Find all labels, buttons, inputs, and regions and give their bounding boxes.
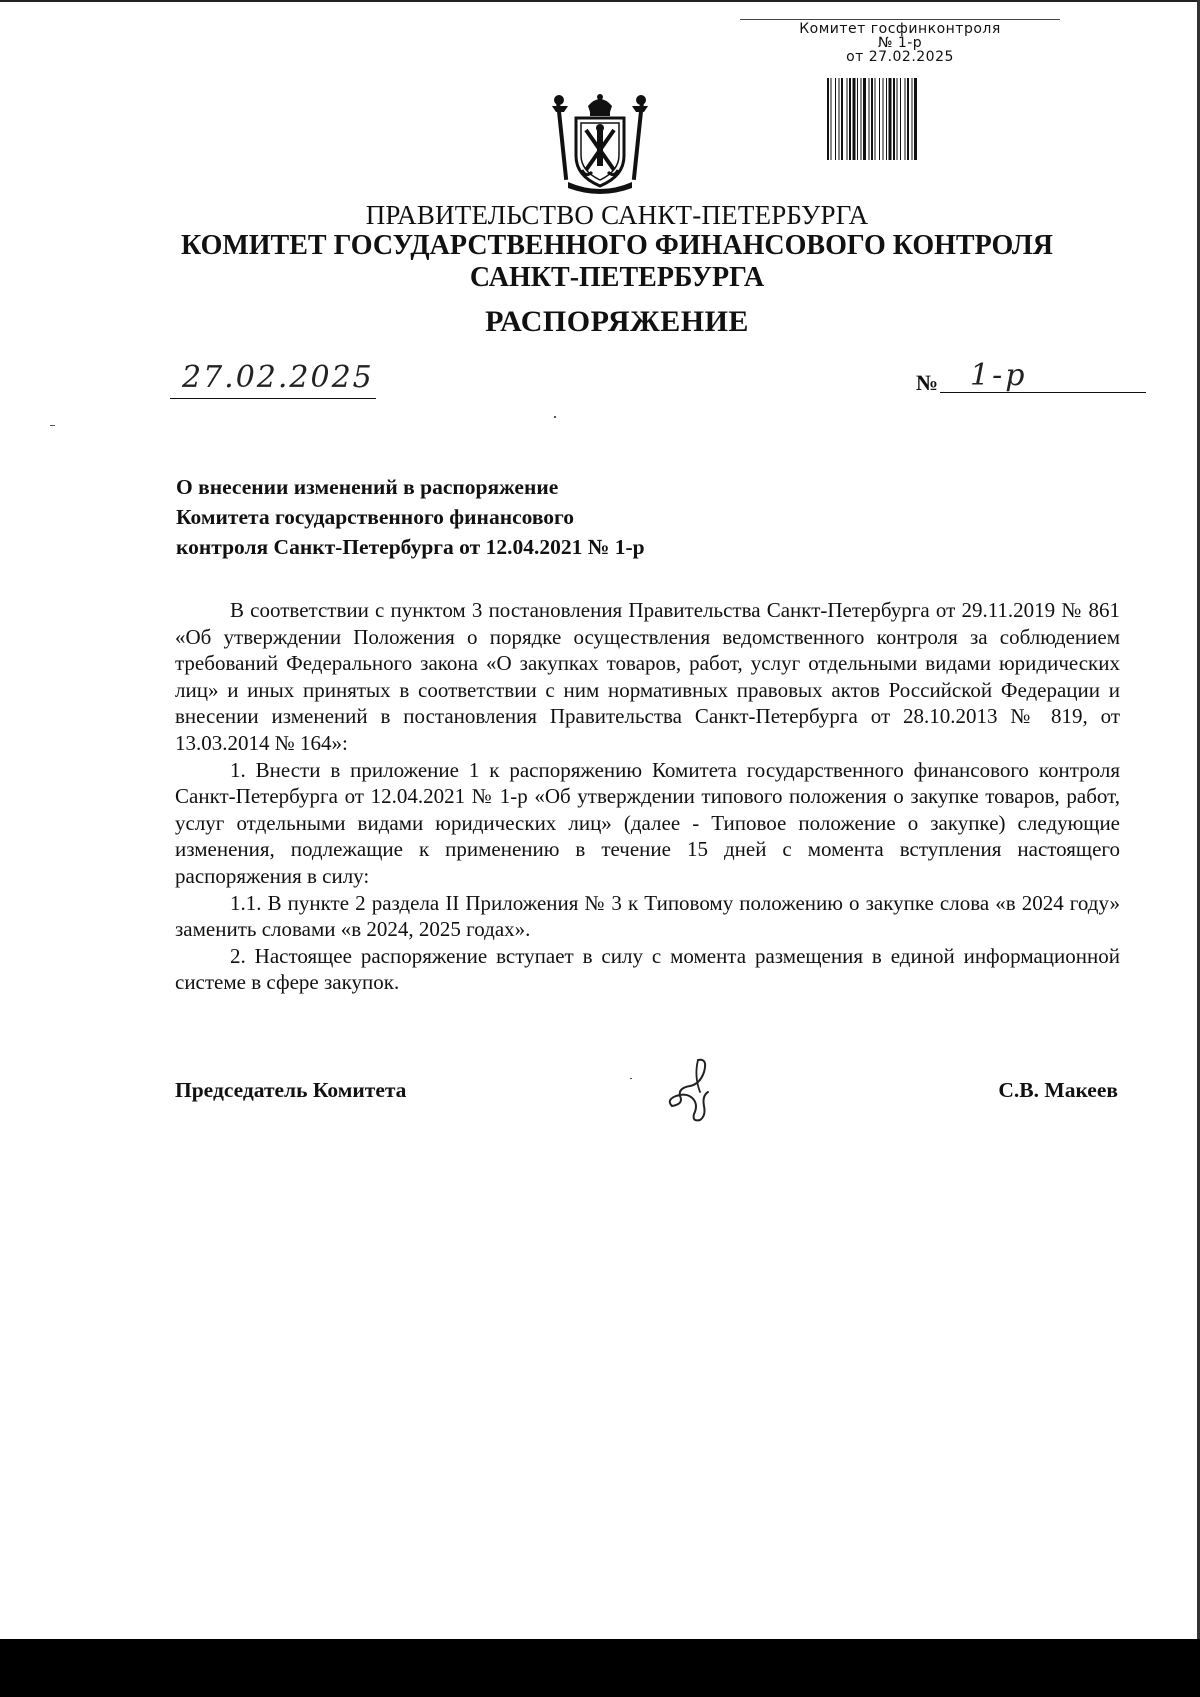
barcode-bar <box>900 78 901 160</box>
registration-stamp <box>790 22 1010 64</box>
barcode-icon <box>825 78 973 160</box>
signatory-title: Председатель Комитета <box>175 1078 407 1102</box>
subject-line: контроля Санкт-Петербурга от 12.04.2021 № 1-р <box>176 535 645 559</box>
number-label: № <box>916 370 939 395</box>
document-subject <box>176 472 876 562</box>
body-paragraph: В соответствии с пунктом 3 постановления Правительства Санкт-Петербурга от 29.11.2019 № 861 «Об утверждении Положения о порядке осуществления ведомственного контроля за соблюдением требований Федерального закона «О закупках товаров, работ, услуг отдельными видами юридических лиц» и иных принятых в соответствии с ним нормативных правовых актов Российской Федерации и внесении изменений в постановления Правительства Санкт-Петербурга от 28.10.2013 № 819, от 13.03.2014 № 164»: <box>175 598 1120 755</box>
barcode-bar <box>861 78 862 160</box>
document-body <box>175 597 1120 996</box>
barcode-bar <box>857 78 858 160</box>
stamp-line-1: Комитет госфинконтроля <box>799 21 1001 37</box>
barcode-bar <box>879 78 880 160</box>
stamp-line-3: от 27.02.2025 <box>846 49 954 65</box>
scan-speck <box>50 425 55 426</box>
date-field <box>170 358 376 399</box>
number-value: 1-р <box>970 358 1028 393</box>
number-field <box>914 360 1146 398</box>
body-paragraph: 2. Настоящее распоряжение вступает в силу с момента размещения в единой информационной системе в сфере закупок. <box>175 943 1120 995</box>
handwritten-signature-icon <box>664 1056 720 1126</box>
city-title: САНКТ-ПЕТЕРБУРГА <box>469 262 765 293</box>
barcode-bar <box>853 78 856 160</box>
scan-speck <box>630 1078 632 1079</box>
barcode-bar <box>889 78 892 160</box>
scan-speck <box>554 416 556 418</box>
stamp-line-2: № 1-р <box>877 35 923 51</box>
barcode-bar <box>835 78 836 160</box>
scan-top-edge <box>0 0 1200 2</box>
barcode-bar <box>849 78 851 160</box>
body-paragraph: 1. Внести в приложение 1 к распоряжению Комитета государственного финансового контроля Санкт-Петербурга от 12.04.2021 № 1-р «Об утверждении типового положения о закупке товаров, работ, услуг отдельными видами юридических лиц» (далее - Типовое положение о закупке) следующие изменения, подлежащие к применению в течение 15 дней с момента вступления настоящего распоряжения в силу: <box>175 757 1120 888</box>
barcode-bar <box>841 78 843 160</box>
barcode-bar <box>847 78 848 160</box>
barcode-bar <box>897 78 898 160</box>
body-paragraph: 1.1. В пункте 2 раздела II Приложения № 3 к Типовому положению о закупке слова «в 2024 году» заменить словами «в 2024, 2025 годах». <box>175 890 1120 942</box>
barcode-bar <box>914 78 917 160</box>
committee-title: КОМИТЕТ ГОСУДАРСТВЕННОГО ФИНАНСОВОГО КОНТРОЛЯ <box>180 230 1054 261</box>
barcode-bar <box>893 78 895 160</box>
barcode-bar <box>831 78 832 160</box>
barcode-bar <box>886 78 887 160</box>
subject-line: Комитета государственного финансового <box>176 505 575 529</box>
barcode-bar <box>905 78 906 160</box>
scan-bottom-band <box>0 1639 1200 1697</box>
date-value: 27.02.2025 <box>182 360 374 395</box>
barcode-bar <box>871 78 873 160</box>
subject-line: О внесении изменений в распоряжение <box>176 475 559 499</box>
barcode-bar <box>912 78 913 160</box>
coat-of-arms-icon <box>548 92 652 194</box>
barcode-bar <box>839 78 840 160</box>
stamp-rule <box>740 19 1060 20</box>
signatory-name: С.В. Макеев <box>998 1078 1118 1102</box>
document-type: РАСПОРЯЖЕНИЕ <box>485 305 749 338</box>
barcode-bar <box>869 78 870 160</box>
barcode-bar <box>883 78 884 160</box>
barcode-bar <box>863 78 866 160</box>
barcode-bar <box>875 78 876 160</box>
government-title: ПРАВИТЕЛЬСТВО САНКТ-ПЕТЕРБУРГА <box>365 200 869 230</box>
barcode-bar <box>827 78 829 160</box>
barcode-bar <box>907 78 909 160</box>
